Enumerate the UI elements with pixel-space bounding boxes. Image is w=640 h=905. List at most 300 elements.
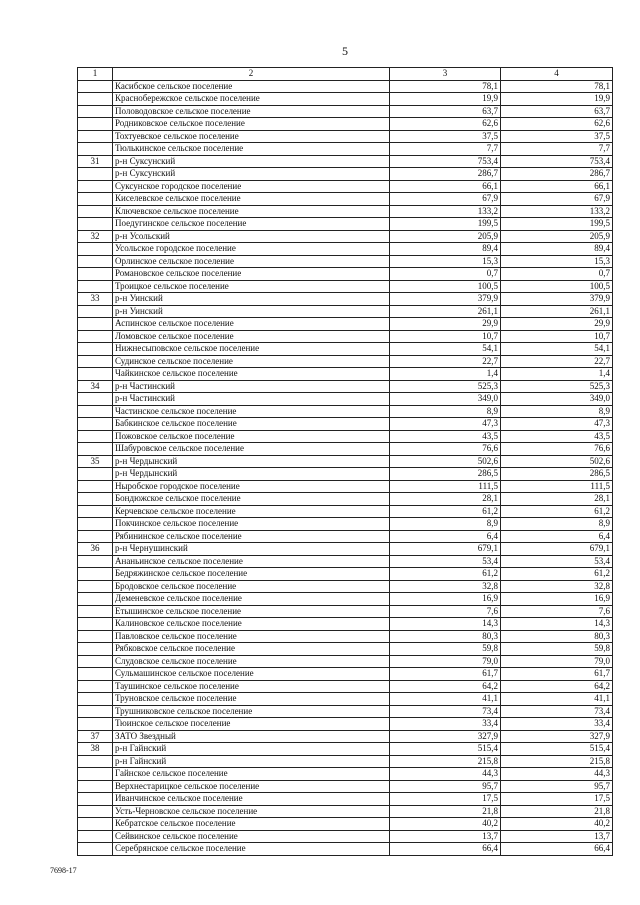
table-row [78,705,613,718]
value-col3: 32,8 [390,580,501,593]
table-row [78,330,613,343]
row-name: Трушниковское сельское поселение [113,705,390,718]
table-row [78,205,613,218]
table-row [78,418,613,431]
table-row [78,443,613,456]
row-number [78,643,113,656]
row-name: Пожовское сельское поселение [113,430,390,443]
table-row [78,618,613,631]
table-row [78,555,613,568]
table-row [78,480,613,493]
row-number [78,468,113,481]
value-col3: 47,3 [390,418,501,431]
value-col3: 525,3 [390,380,501,393]
row-name: ЗАТО Звездный [113,730,390,743]
value-col4: 15,3 [501,255,613,268]
value-col3: 100,5 [390,280,501,293]
row-number [78,393,113,406]
table-row [78,468,613,481]
value-col4: 100,5 [501,280,613,293]
row-number [78,105,113,118]
table-row [78,180,613,193]
row-name: р-н Частинский [113,393,390,406]
value-col3: 22,7 [390,355,501,368]
row-name: Касибское сельское поселение [113,80,390,93]
table-row [78,768,613,781]
value-col3: 199,5 [390,218,501,231]
row-name: Орлинское сельское поселение [113,255,390,268]
value-col3: 7,7 [390,143,501,156]
row-number [78,530,113,543]
row-number [78,718,113,731]
row-name: Тюинское сельское поселение [113,718,390,731]
table-row [78,93,613,106]
value-col3: 78,1 [390,80,501,93]
table-row [78,305,613,318]
column-header: 4 [501,68,613,81]
row-name: р-н Чернушинский [113,543,390,556]
value-col3: 62,6 [390,118,501,131]
table-row [78,155,613,168]
row-name: Киселевское сельское поселение [113,193,390,206]
row-number [78,218,113,231]
value-col4: 679,1 [501,543,613,556]
value-col3: 349,0 [390,393,501,406]
value-col4: 379,9 [501,293,613,306]
table-row [78,280,613,293]
value-col4: 111,5 [501,480,613,493]
value-col4: 10,7 [501,330,613,343]
page-number: 5 [342,44,348,58]
row-name: р-н Уинский [113,293,390,306]
value-col4: 79,0 [501,655,613,668]
value-col4: 286,7 [501,168,613,181]
value-col4: 73,4 [501,705,613,718]
table-row [78,530,613,543]
row-name: Родниковское сельское поселение [113,118,390,131]
row-number [78,355,113,368]
row-number: 35 [78,455,113,468]
value-col3: 679,1 [390,543,501,556]
value-col3: 111,5 [390,480,501,493]
value-col4: 205,9 [501,230,613,243]
table-row [78,593,613,606]
value-col4: 61,2 [501,505,613,518]
value-col4: 80,3 [501,630,613,643]
row-number [78,805,113,818]
row-number [78,343,113,356]
value-col4: 76,6 [501,443,613,456]
value-col4: 41,1 [501,693,613,706]
table-row [78,793,613,806]
row-name: Усть-Черновское сельское поселение [113,805,390,818]
value-col4: 753,4 [501,155,613,168]
value-col3: 753,4 [390,155,501,168]
row-number [78,193,113,206]
value-col4: 44,3 [501,768,613,781]
value-col3: 29,9 [390,318,501,331]
row-number [78,480,113,493]
value-col4: 62,6 [501,118,613,131]
row-number: 34 [78,380,113,393]
value-col4: 78,1 [501,80,613,93]
row-number [78,418,113,431]
row-name: Ключевское сельское поселение [113,205,390,218]
row-number [78,318,113,331]
value-col4: 199,5 [501,218,613,231]
table-row [78,430,613,443]
value-col3: 80,3 [390,630,501,643]
row-name: Рябковское сельское поселение [113,643,390,656]
row-number [78,405,113,418]
value-col4: 33,4 [501,718,613,731]
value-col4: 0,7 [501,268,613,281]
value-col3: 66,1 [390,180,501,193]
value-col4: 133,2 [501,205,613,218]
table-row [78,655,613,668]
row-name: Ломовское сельское поселение [113,330,390,343]
value-col4: 47,3 [501,418,613,431]
row-name: Сульмашинское сельское поселение [113,668,390,681]
row-number: 31 [78,155,113,168]
row-number [78,168,113,181]
row-number [78,330,113,343]
value-col4: 29,9 [501,318,613,331]
row-name: Сейвинское сельское поселение [113,830,390,843]
table-row [78,755,613,768]
value-col3: 133,2 [390,205,501,218]
row-name: Гайнское сельское поселение [113,768,390,781]
row-name: Ныробское городское поселение [113,480,390,493]
value-col4: 95,7 [501,780,613,793]
value-col4: 89,4 [501,243,613,256]
table-row [78,630,613,643]
value-col3: 261,1 [390,305,501,318]
row-number [78,243,113,256]
value-col3: 15,3 [390,255,501,268]
row-number [78,505,113,518]
value-col3: 13,7 [390,830,501,843]
row-name: Аспинское сельское поселение [113,318,390,331]
table-row [78,718,613,731]
row-number [78,493,113,506]
value-col3: 14,3 [390,618,501,631]
table-row [78,168,613,181]
document-code: 7698-17 [50,866,77,875]
row-name: Краснобережское сельское поселение [113,93,390,106]
table-row [78,668,613,681]
value-col4: 1,4 [501,368,613,381]
column-header: 2 [113,68,390,81]
value-col4: 63,7 [501,105,613,118]
value-col3: 205,9 [390,230,501,243]
value-col3: 286,7 [390,168,501,181]
value-col4: 8,9 [501,518,613,531]
row-number [78,255,113,268]
row-number [78,268,113,281]
row-name: Кебратское сельское поселение [113,818,390,831]
row-name: Труновское сельское поселение [113,693,390,706]
row-name: Слудовское сельское поселение [113,655,390,668]
row-name: Шабуровское сельское поселение [113,443,390,456]
row-number [78,205,113,218]
row-number [78,118,113,131]
row-name: Поедугинское сельское поселение [113,218,390,231]
row-name: Частинское сельское поселение [113,405,390,418]
table-row [78,118,613,131]
table-row [78,693,613,706]
row-name: Таушинское сельское поселение [113,680,390,693]
table-row [78,805,613,818]
table-row [78,818,613,831]
row-number [78,518,113,531]
row-name: Иванчинское сельское поселение [113,793,390,806]
value-col4: 14,3 [501,618,613,631]
table-row [78,743,613,756]
value-col3: 76,6 [390,443,501,456]
value-col4: 286,5 [501,468,613,481]
value-col4: 40,2 [501,818,613,831]
table-row [78,143,613,156]
row-name: р-н Уинский [113,305,390,318]
row-number [78,605,113,618]
table-row [78,193,613,206]
value-col3: 43,5 [390,430,501,443]
row-name: р-н Усольский [113,230,390,243]
table-row [78,580,613,593]
row-number: 32 [78,230,113,243]
value-col3: 215,8 [390,755,501,768]
row-name: Романовское сельское поселение [113,268,390,281]
row-name: Покчинское сельское поселение [113,518,390,531]
row-name: Чайкинское сельское поселение [113,368,390,381]
value-col3: 40,2 [390,818,501,831]
value-col4: 8,9 [501,405,613,418]
value-col4: 67,9 [501,193,613,206]
value-col3: 7,6 [390,605,501,618]
value-col3: 61,2 [390,505,501,518]
value-col4: 61,7 [501,668,613,681]
value-col3: 19,9 [390,93,501,106]
value-col3: 95,7 [390,780,501,793]
row-number [78,793,113,806]
table-row [78,255,613,268]
table-row [78,505,613,518]
row-number [78,305,113,318]
table-row [78,80,613,93]
column-header: 1 [78,68,113,81]
value-col3: 8,9 [390,518,501,531]
row-number: 37 [78,730,113,743]
row-number [78,755,113,768]
row-name: Керчевское сельское поселение [113,505,390,518]
row-name: р-н Чердынский [113,468,390,481]
value-col4: 32,8 [501,580,613,593]
row-number [78,780,113,793]
row-name: Бабкинское сельское поселение [113,418,390,431]
value-col4: 525,3 [501,380,613,393]
value-col3: 41,1 [390,693,501,706]
table-row [78,293,613,306]
value-col4: 37,5 [501,130,613,143]
row-name: Верхнестарицкое сельское поселение [113,780,390,793]
row-number [78,555,113,568]
value-col3: 327,9 [390,730,501,743]
value-col3: 61,7 [390,668,501,681]
table-row [78,405,613,418]
table-row [78,105,613,118]
row-name: Суксунское городское поселение [113,180,390,193]
value-col4: 17,5 [501,793,613,806]
value-col4: 7,7 [501,143,613,156]
value-col4: 6,4 [501,530,613,543]
table-row [78,568,613,581]
row-number: 33 [78,293,113,306]
value-col3: 53,4 [390,555,501,568]
value-col3: 44,3 [390,768,501,781]
row-number [78,618,113,631]
row-name: Тохтуевское сельское поселение [113,130,390,143]
row-name: Усольское городское поселение [113,243,390,256]
row-name: Павловское сельское поселение [113,630,390,643]
row-name: Тюлькинское сельское поселение [113,143,390,156]
row-name: Ананьинское сельское поселение [113,555,390,568]
row-number [78,368,113,381]
row-name: Бедряжинское сельское поселение [113,568,390,581]
table-row [78,243,613,256]
value-col3: 89,4 [390,243,501,256]
value-col4: 53,4 [501,555,613,568]
table-row [78,605,613,618]
row-number [78,693,113,706]
table-row [78,130,613,143]
table-row [78,318,613,331]
row-number: 38 [78,743,113,756]
row-number [78,443,113,456]
value-col4: 19,9 [501,93,613,106]
value-col3: 0,7 [390,268,501,281]
value-col3: 33,4 [390,718,501,731]
row-name: Калиновское сельское поселение [113,618,390,631]
row-number [78,830,113,843]
row-name: Бондюжское сельское поселение [113,493,390,506]
table-row [78,643,613,656]
value-col3: 37,5 [390,130,501,143]
table-row [78,493,613,506]
value-col4: 28,1 [501,493,613,506]
value-col3: 502,6 [390,455,501,468]
value-col4: 515,4 [501,743,613,756]
value-col4: 327,9 [501,730,613,743]
row-name: р-н Суксунский [113,155,390,168]
row-name: р-н Частинский [113,380,390,393]
value-col4: 7,6 [501,605,613,618]
table-row [78,780,613,793]
table-row [78,393,613,406]
value-col4: 16,9 [501,593,613,606]
row-number [78,430,113,443]
row-number [78,668,113,681]
table-row [78,343,613,356]
row-number [78,630,113,643]
value-col4: 61,2 [501,568,613,581]
value-col4: 54,1 [501,343,613,356]
row-name: Нижнесыповское сельское поселение [113,343,390,356]
row-name: р-н Чердынский [113,455,390,468]
value-col4: 502,6 [501,455,613,468]
value-col4: 21,8 [501,805,613,818]
row-number [78,768,113,781]
row-number [78,580,113,593]
row-number [78,180,113,193]
row-number [78,280,113,293]
table-row [78,543,613,556]
value-col4: 261,1 [501,305,613,318]
row-name: Серебрянское сельское поселение [113,843,390,856]
row-name: Судинское сельское поселение [113,355,390,368]
value-col3: 10,7 [390,330,501,343]
data-table [77,67,613,856]
table-header [78,68,613,81]
value-col3: 66,4 [390,843,501,856]
row-name: Етышинское сельское поселение [113,605,390,618]
row-name: Троицкое сельское поселение [113,280,390,293]
row-number [78,705,113,718]
value-col4: 66,4 [501,843,613,856]
value-col3: 73,4 [390,705,501,718]
value-col3: 1,4 [390,368,501,381]
row-number [78,130,113,143]
value-col3: 67,9 [390,193,501,206]
value-col4: 22,7 [501,355,613,368]
row-name: Деменевское сельское поселение [113,593,390,606]
row-number [78,655,113,668]
value-col3: 17,5 [390,793,501,806]
value-col3: 6,4 [390,530,501,543]
row-name: Рябининское сельское поселение [113,530,390,543]
row-number: 36 [78,543,113,556]
row-number [78,593,113,606]
row-number [78,143,113,156]
row-number [78,818,113,831]
value-col4: 13,7 [501,830,613,843]
value-col3: 16,9 [390,593,501,606]
row-number [78,80,113,93]
value-col4: 64,2 [501,680,613,693]
table-row [78,380,613,393]
table-body [78,80,613,855]
table-row [78,268,613,281]
table-row [78,830,613,843]
row-number [78,680,113,693]
value-col4: 349,0 [501,393,613,406]
value-col3: 286,5 [390,468,501,481]
value-col4: 66,1 [501,180,613,193]
row-name: Бродовское сельское поселение [113,580,390,593]
value-col3: 54,1 [390,343,501,356]
row-name: Половодовское сельское поселение [113,105,390,118]
row-number [78,568,113,581]
row-number [78,843,113,856]
value-col3: 64,2 [390,680,501,693]
table-row [78,680,613,693]
value-col3: 63,7 [390,105,501,118]
value-col4: 59,8 [501,643,613,656]
value-col3: 21,8 [390,805,501,818]
column-header: 3 [390,68,501,81]
value-col3: 379,9 [390,293,501,306]
row-name: р-н Гайнский [113,743,390,756]
